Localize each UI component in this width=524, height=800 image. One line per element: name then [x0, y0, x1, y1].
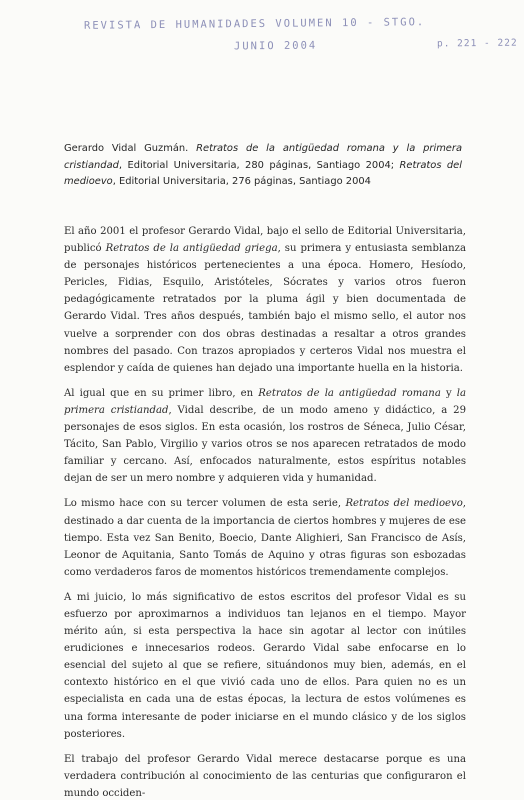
paragraph-1-text-a: El año 2001 el profesor Gerardo Vidal, bajo el sello de Editorial Universitaria, publicó [64, 226, 466, 255]
handwritten-citation-line1: REVISTA DE HUMANIDADES VOLUMEN 10 - STGO. [83, 16, 426, 32]
publication-info-1: , Editorial Universitaria, 280 páginas, Santiago 2004; [118, 159, 395, 171]
book-title-romana: Retratos de la antigüedad romana [258, 387, 441, 399]
book-title-cristiandad: la primera cristiandad [64, 387, 467, 416]
book-title-1: Retratos de la antigüedad romana y la primera cristiandad [64, 143, 462, 171]
paragraph-2-text-c: y [440, 387, 457, 399]
paragraph-2-text-e: , Vidal describe, de un modo ameno y didáctico, a 29 personajes de esos siglos. En esta ocasión, los rostros de Séneca, Julio César, Tácito, San Pablo, Virgilio y varios otros se nos aparecen retratados de modo familiar y cercano. Así, enfocados naturalmente, estos espíritus notables dejan de ser un mero nombre y adquieren vida y humanidad. [64, 404, 466, 485]
paragraph-1 [64, 223, 466, 377]
paragraph-5: El trabajo del profesor Gerardo Vidal merece destacarse porque es una verdadera contribución al conocimiento de las centurias que configuraron el mundo occiden- [64, 753, 466, 799]
book-title-2: Retratos del medioevo [64, 159, 462, 187]
paragraph-1-text-c: , su primera y entusiasta semblanza de personajes históricos pertenecientes a una época. Homero, Hesíodo, Pericles, Fidias, Esquilo, Aristóteles, Sócrates y varios otros fueron pedagógicamente retratados por la pluma ágil y bien documentada de Gerardo Vidal. Tres años después, también bajo el mismo sello, el autor nos vuelve a sorprender con dos obras destinadas a resaltar a otros grandes nombres del pasado. Con trazos apropiados y certeros Vidal nos muestra el esplendor y caída de quienes han dejado una importante huella en la historia. [64, 243, 466, 374]
paragraph-3 [64, 495, 466, 580]
handwritten-citation-date: JUNIO 2004 [233, 39, 318, 53]
paragraph-4: A mi juicio, lo más significativo de estos escritos del profesor Vidal es su esfuerzo por aproximarnos a individuos tan lejanos en el tiempo. Mayor mérito aún, si esta perspectiva la hace sin agotar al lector con inútiles erudiciones e innecesarios rodeos. Gerardo Vidal sabe enfocarse en lo esencial del sujeto al que se refiere, situándonos muy bien, además, en el contexto histórico en el que vivió cada uno de ellos. Para quien no es un especialista en cada una de estas épocas, la lectura de estos volúmenes es una forma interesante de poder iniciarse en el mundo clásico y de los siglos posteriores. [64, 591, 466, 740]
paragraph-3-text-c: , destinado a dar cuenta de la importancia de ciertos hombres y mujeres de ese tiempo. Esta vez San Benito, Boecio, Dante Alighieri, San Francisco de Asís, Leonor de Aquitania, Santo Tomás de Aquino y otras figuras son esbozadas como verdaderos faros de momentos históricos tremendamente complejos. [64, 498, 466, 578]
paragraph-2 [64, 385, 466, 488]
review-body [64, 223, 466, 800]
reviewed-author: Gerardo Vidal Guzmán. [64, 143, 189, 154]
paragraph-2-text-a: Al igual que en su primer libro, en [64, 387, 259, 399]
book-title-griega: Retratos de la antigüedad griega [105, 243, 278, 255]
paragraph-3-text-a: Lo mismo hace con su tercer volumen de esta serie, [64, 498, 346, 510]
publication-info-2: , Editorial Universitaria, 276 páginas, Santiago 2004 [112, 176, 371, 187]
book-title-medioevo: Retratos del medioevo [345, 498, 463, 510]
handwritten-page-range: p. 221 - 222 [436, 37, 518, 50]
review-heading [64, 141, 462, 191]
